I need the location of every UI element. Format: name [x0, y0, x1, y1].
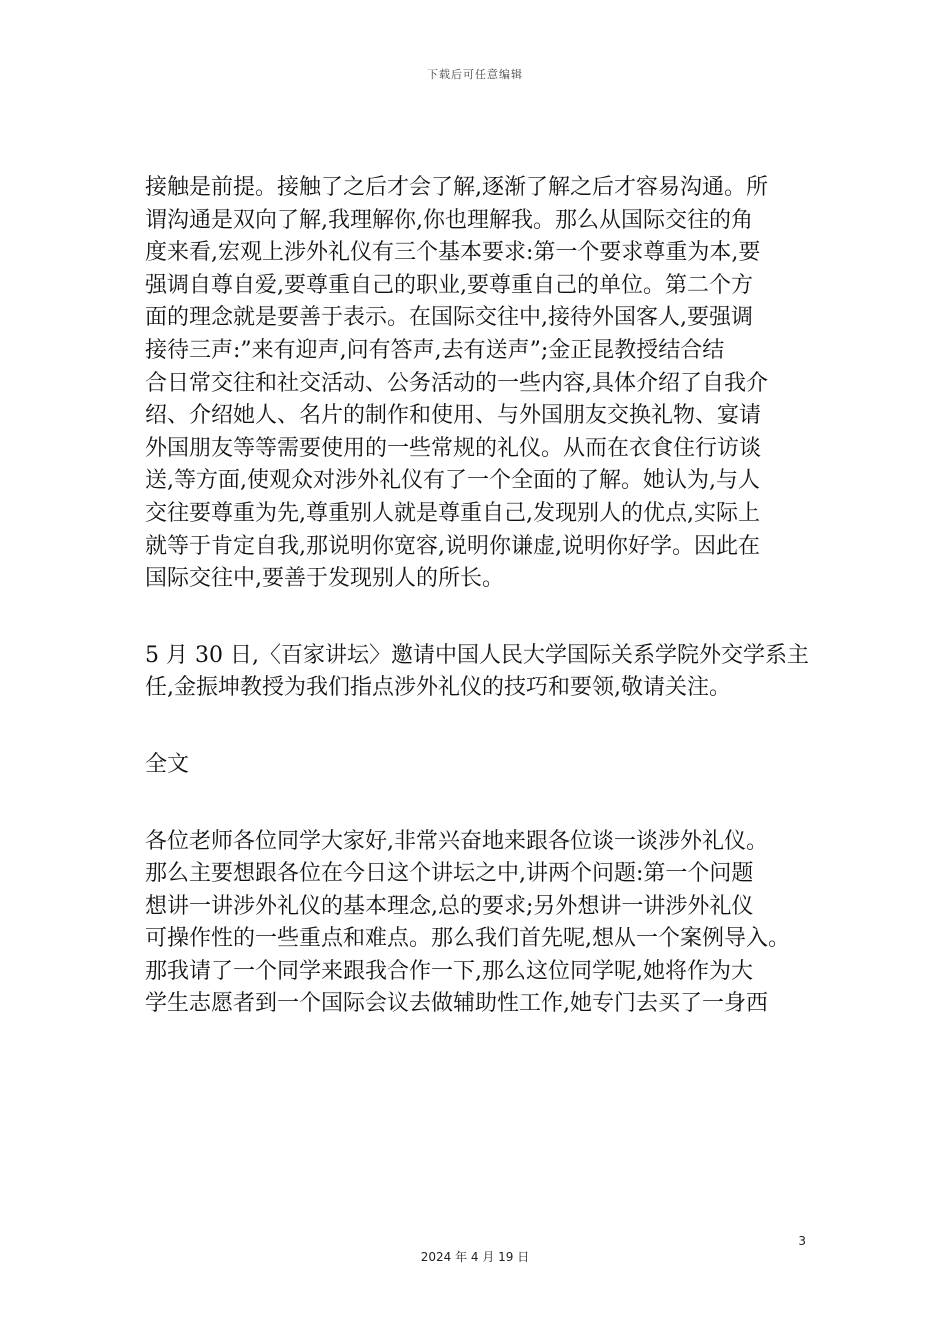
section-heading-full-text [145, 749, 810, 782]
text-line: 接触是前提。接触了之后才会了解,逐渐了解之后才容易沟通。所 [145, 175, 768, 200]
text-line: 接待三声:”来有迎声,问有答声,去有送声”;金正昆教授结合结 [145, 337, 725, 363]
document-body [145, 172, 810, 1021]
text-line: 那么主要想跟各位在今日这个讲坛之中,讲两个问题:第一个问题 [145, 861, 754, 887]
text-line: 绍、介绍她人、名片的制作和使用、与外国朋友交换礼物、宴请 [145, 403, 762, 429]
text-line: 谓沟通是双向了解,我理解你,你也理解我。那么从国际交往的角 [145, 207, 753, 233]
text-line: 各位老师各位同学大家好,非常兴奋地来跟各位谈一谈涉外礼仪。 [145, 828, 768, 854]
text-line: 可操作性的一些重点和难点。那么我们首先呢,想从一个案例导入。 [145, 926, 790, 952]
page-header-note: 下载后可任意编辑 [427, 68, 523, 81]
text-line: 那我请了一个同学来跟我合作一下,那么这位同学呢,她将作为大 [145, 958, 753, 984]
paragraph-lecture-opening [145, 826, 810, 1022]
text-line: 国际交往中,要善于发现别人的所长。 [145, 566, 504, 592]
text-line: 想讲一讲涉外礼仪的基本理念,总的要求;另外想讲一讲涉外礼仪 [145, 893, 754, 919]
page-footer-date: 2024 年 4 月 19 日 [420, 1250, 530, 1264]
text-line: 度来看,宏观上涉外礼仪有三个基本要求:第一个要求尊重为本,要 [145, 240, 761, 266]
paragraph-etiquette-summary [145, 172, 810, 596]
text-line: 就等于肯定自我,那说明你宽容,说明你谦虚,说明你好学。因此在 [145, 533, 760, 559]
text-line: 学生志愿者到一个国际会议去做辅助性工作,她专门去买了一身西 [145, 991, 768, 1017]
text-line: 面的理念就是要善于表示。在国际交往中,接待外国客人,要强调 [145, 305, 753, 331]
paragraph-announcement [145, 640, 810, 705]
page-number: 3 [798, 1234, 806, 1248]
text-line: 交往要尊重为先,尊重别人就是尊重自己,发现别人的优点,实际上 [145, 500, 760, 526]
text-line: 全文 [145, 751, 190, 777]
text-line: 合日常交往和社交活动、公务活动的一些内容,具体介绍了自我介 [145, 370, 768, 396]
paragraph-spacer [145, 705, 810, 749]
text-line: 送,等方面,使观众对涉外礼仪有了一个全面的了解。她认为,与人 [145, 468, 760, 494]
paragraph-spacer [145, 782, 810, 826]
text-line: 5 月 30 日,〈百家讲坛〉邀请中国人民大学国际关系学院外交学系主 [145, 642, 809, 668]
text-line: 强调自尊自爱,要尊重自己的职业,要尊重自己的单位。第二个方 [145, 272, 753, 298]
text-line: 外国朋友等等需要使用的一些常规的礼仪。从而在衣食住行访谈 [145, 435, 762, 461]
paragraph-spacer [145, 596, 810, 640]
text-line: 任,金振坤教授为我们指点涉外礼仪的技巧和要领,敬请关注。 [145, 675, 731, 701]
